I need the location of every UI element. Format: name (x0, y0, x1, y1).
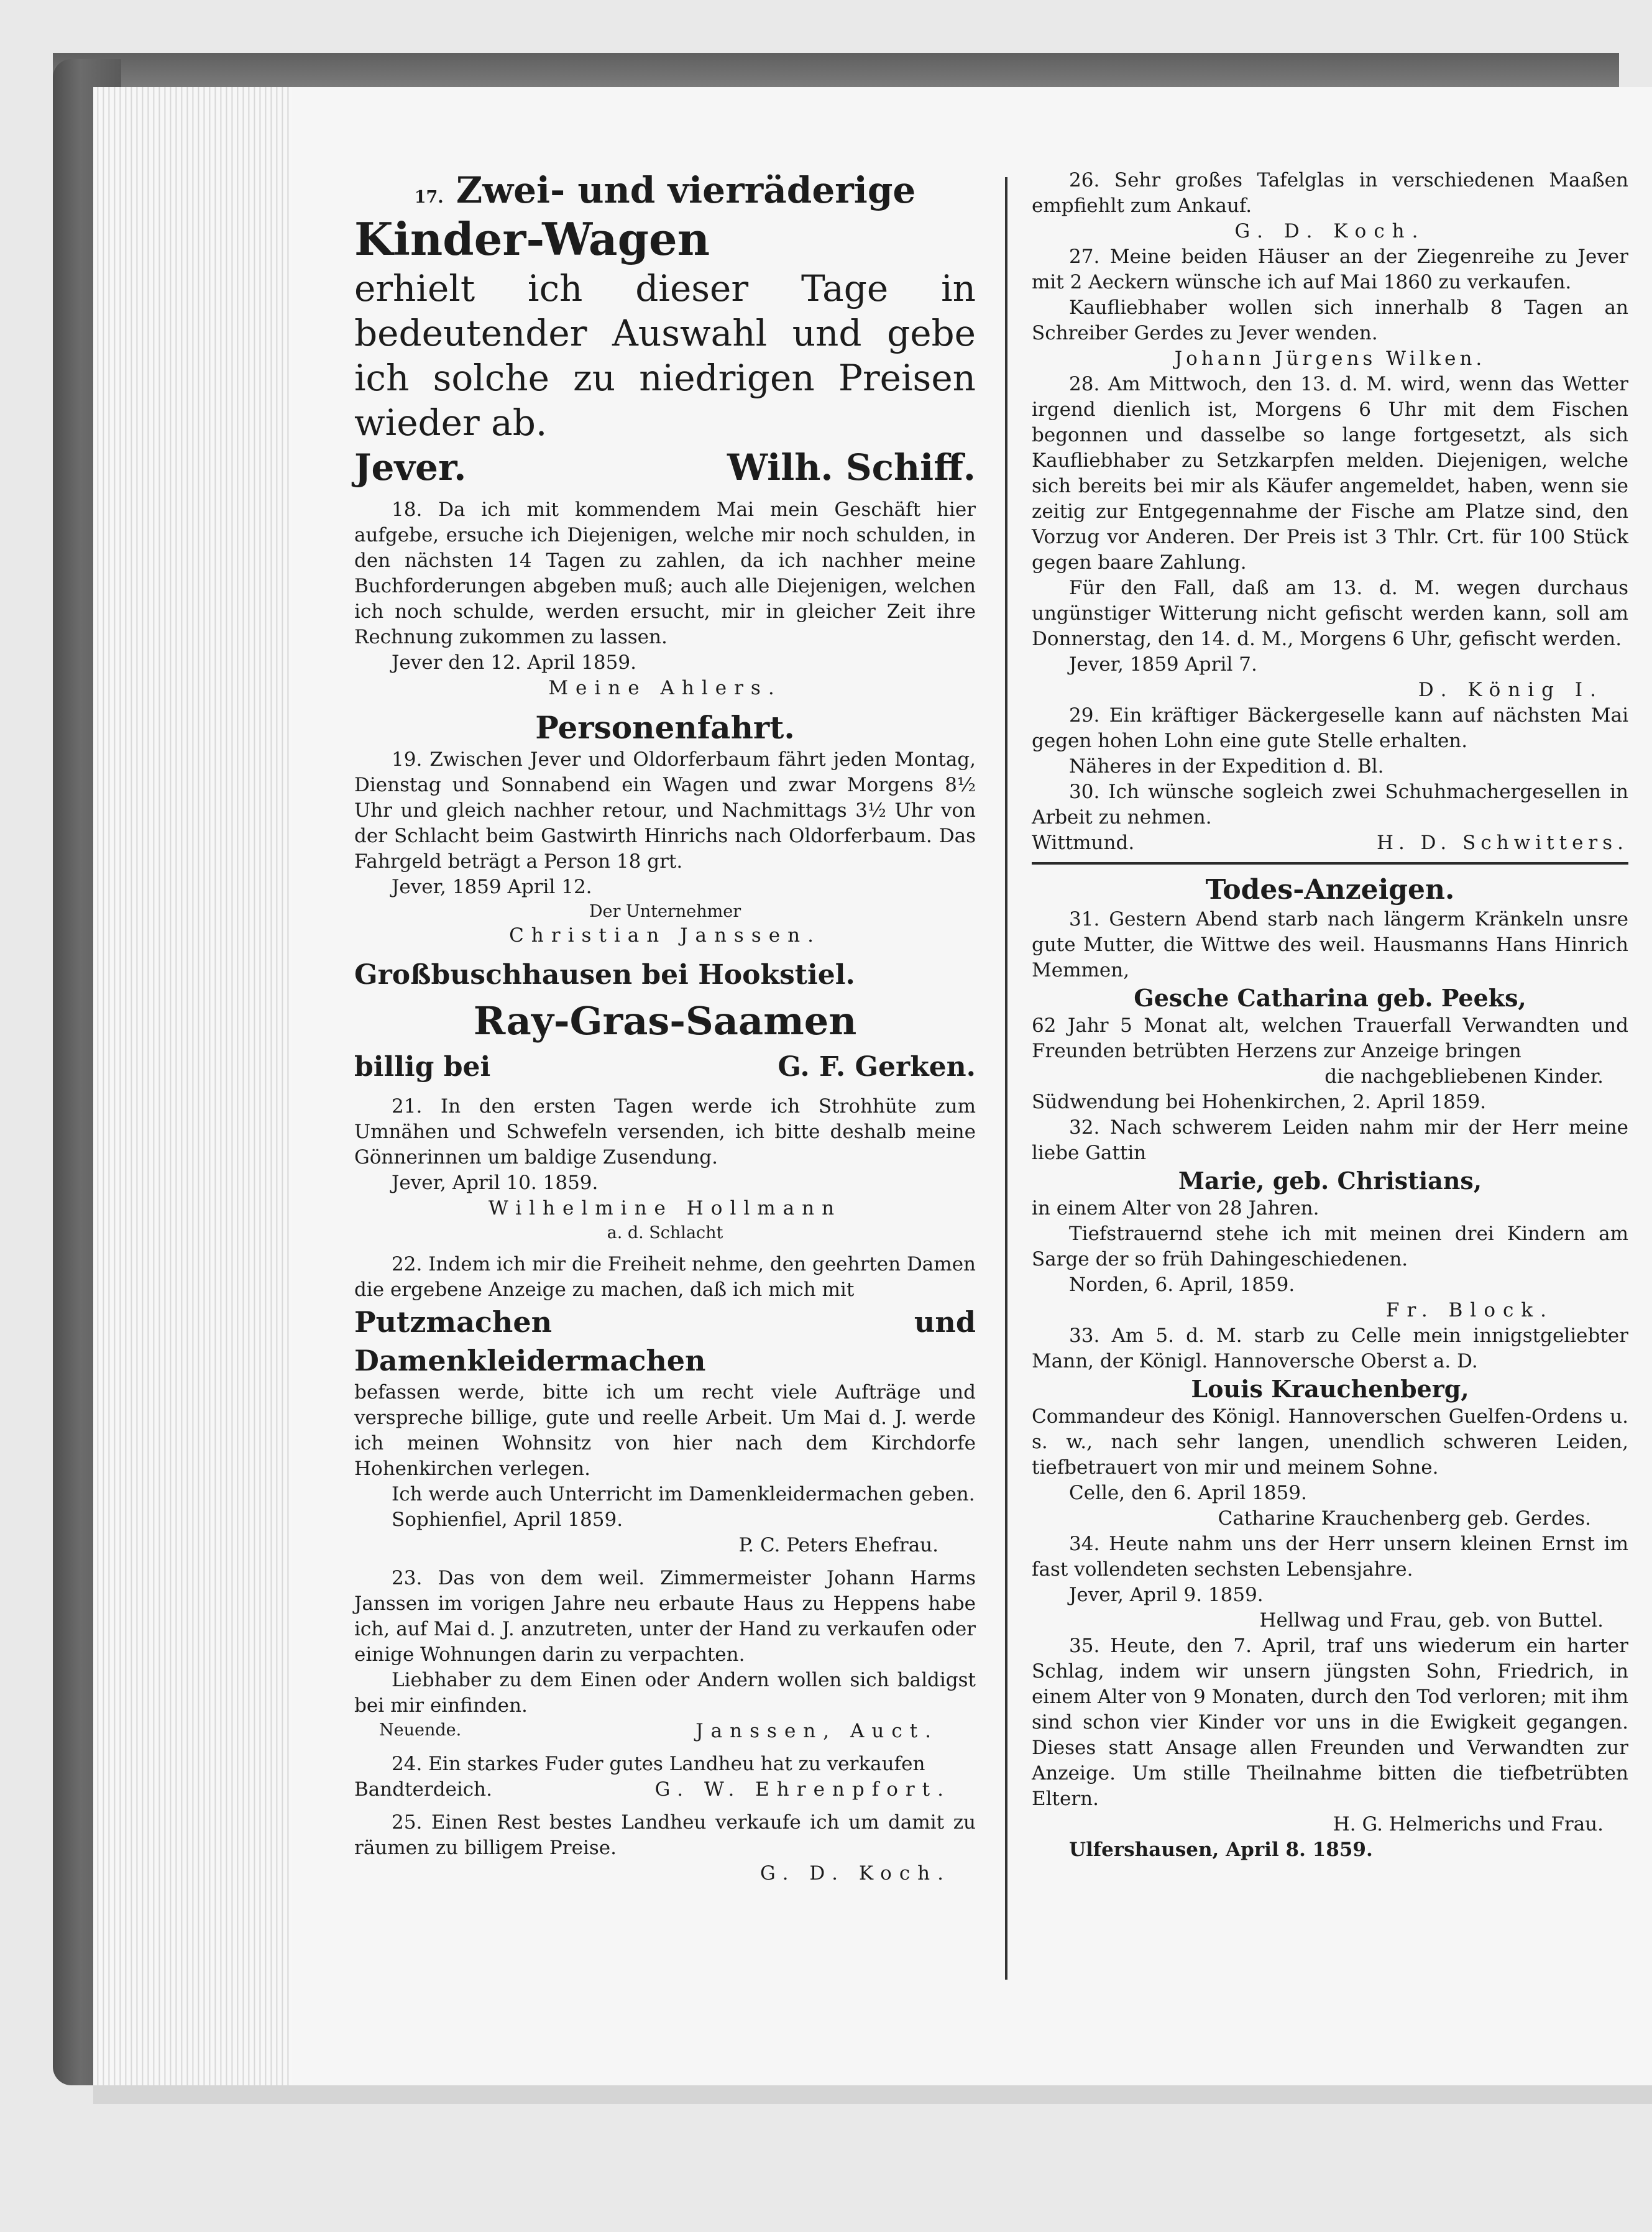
ad-signature: Wilh. Schiff. (727, 446, 976, 489)
deaths-heading: Todes-Anzeigen. (1205, 874, 1455, 906)
ad-body: 27. Meine beiden Häuser an der Ziegenreihe zu Jever mit 2 Aeckern wünsche ich auf Mai 1860 zu verkaufen. (1032, 246, 1628, 293)
notice-date: Ulfershausen, April 8. 1859. (1069, 1839, 1373, 1861)
ad-headline: Zwei- und vierräderige (456, 169, 916, 211)
ad-signature: G. W. Ehrenpfort. (654, 1778, 951, 1801)
notice-body: 34. Heute nahm uns der Herr unsern kleinen Ernst im fast vollendeten sechsten Lebensjahre. (1032, 1533, 1628, 1581)
ad-body: 21. In den ersten Tagen werde ich Strohhüte zum Umnähen und Schwefeln versenden, ich bitte deshalb meine Gönnerinnen um baldige Zusendung. (354, 1095, 976, 1169)
ad-date: Sophienfiel, April 1859. (392, 1509, 623, 1531)
notice-signature: Fr. Block. (1386, 1299, 1554, 1321)
ad-17 (354, 168, 976, 490)
death-35 (1032, 1633, 1628, 1863)
ad-place: Neuende. (379, 1720, 462, 1740)
notice-signature: Catharine Krauchenberg geb. Gerdes. (1218, 1507, 1591, 1530)
notice-name: Gesche Catharina geb. Peeks, (1134, 984, 1526, 1012)
ad-27 (1032, 244, 1628, 372)
notice-name: Louis Krauchenberg, (1191, 1375, 1469, 1403)
notice-signature: die nachgebliebenen Kinder. (1324, 1065, 1604, 1088)
ad-body-2: Für den Fall, daß am 13. d. M. wegen durchaus ungünstiger Witterung nicht gefischt werden kann, soll am Donnerstag, den 14. d. M., Morgens 6 Uhr, gefischt werden. (1032, 577, 1628, 650)
ad-signature: Johann Jürgens Wilken. (1174, 347, 1486, 370)
ad-body: 23. Das von dem weil. Zimmermeister Johann Harms Janssen im vorigen Jahre neu erbaute Haus zu Heppens habe ich, auf Mai d. J. anzutreten, unter der Hand zu verkaufen oder einige Wohnungen darin zu verpachten. (354, 1567, 976, 1666)
column-divider (1005, 177, 1007, 1980)
ad-body: befassen werde, bitte ich um recht viele Aufträge und verspreche billige, gute und reelle Arbeit. Um Mai d. J. werde ich meinen Wohnsitz von hier nach dem Kirchdorfe Hohenkirchen verlegen. (354, 1381, 976, 1480)
ad-body: erhielt ich dieser Tage in bedeutender Auswahl und gebe ich solche zu niedrigen Preisen wieder ab. (354, 267, 976, 444)
ad-28 (1032, 372, 1628, 703)
ad-signature: Wilhelmine Hollmann (488, 1197, 842, 1219)
book-cover-top (53, 53, 1619, 90)
ad-place: Wittmund. (1032, 832, 1135, 854)
notice-body: 35. Heute, den 7. April, traf uns wiederum ein harter Schlag, indem wir unsern jüngsten Sohn, Friedrich, in einem Alter von 9 Monaten, durch den Tod verloren; mit ihm sind schon vier Kinder vor uns in die Ewigkeit gegangen. Dieses statt Ansage allen Freunden und Verwandten zur Anzeige. Um stille Theilnahme bitten die tiefbetrübten Eltern. (1032, 1635, 1628, 1810)
ad-24 (354, 1752, 976, 1803)
ad-23 (354, 1566, 976, 1744)
ad-25 (354, 1810, 976, 1886)
ad-signature: D. König I. (1418, 679, 1604, 701)
ad-body: 29. Ein kräftiger Bäckergeselle kann auf nächsten Mai gegen hohen Lohn eine gute Stelle erhalten. (1032, 704, 1628, 752)
ad-signature-sub: a. d. Schlacht (607, 1223, 723, 1242)
ad-intro: 22. Indem ich mir die Freiheit nehme, den geehrten Damen die ergebene Anzeige zu machen, daß ich mich mit (354, 1253, 976, 1301)
ad-body: 26. Sehr großes Tafelglas in verschiedenen Maaßen empfiehlt zum Ankauf. (1032, 169, 1628, 217)
notice-body: 33. Am 5. d. M. starb zu Celle mein innigstgeliebter Mann, der Königl. Hannoversche Oberst a. D. (1032, 1325, 1628, 1372)
ad-body: 25. Einen Rest bestes Landheu verkaufe ich um damit zu räumen zu billigem Preise. (354, 1811, 976, 1859)
ad-body-2: Ich werde auch Unterricht im Damenkleidermachen geben. (392, 1483, 975, 1505)
ad-signature: H. D. Schwitters. (1376, 832, 1628, 854)
notice-body: 31. Gestern Abend starb nach längerm Kränkeln unsre gute Mutter, die Wittwe des weil. Hausmanns Hans Hinrich Memmen, (1032, 908, 1628, 981)
ad-26 (1032, 168, 1628, 244)
notice-date: Südwendung bei Hohenkirchen, 2. April 1859. (1032, 1091, 1487, 1113)
ad-place: Bandterdeich. (354, 1778, 492, 1801)
ad-body: 19. Zwischen Jever und Oldorferbaum fährt jeden Montag, Dienstag und Sonnabend ein Wagen und zwar Morgens 8½ Uhr und gleich nachher retour, und Nachmittags 3½ Uhr von der Schlacht beim Gastwirth Hinrichs nach Oldorferbaum. Das Fahrgeld beträgt a Person 18 grt. (354, 748, 976, 873)
death-34 (1032, 1532, 1628, 1633)
ad-30 (1032, 779, 1628, 856)
notice-body: 32. Nach schwerem Leiden nahm mir der Herr meine liebe Gattin (1032, 1116, 1628, 1164)
ad-body: 28. Am Mittwoch, den 13. d. M. wird, wenn das Wetter irgend dienlich ist, Morgens 6 Uhr mit dem Fischen begonnen und dasselbe so lange fortgesetzt, als sich Kaufliebhaber zu Setzkarpfen melden. Diejenigen, welche sich bereits bei mir als Käufer angemeldet, haben, wenn sie zeitig zur Entgegennahme der Fische am Platze sind, den Vorzug vor Anderen. Der Preis ist 3 Thlr. Crt. für 100 Stück gegen baare Zahlung. (1032, 373, 1628, 574)
notice-signature: Hellwag und Frau, geb. von Buttel. (1259, 1609, 1604, 1632)
ad-date: Jever, 1859 April 12. (392, 876, 592, 898)
ad-place: Großbuschhausen bei Hookstiel. (354, 959, 855, 991)
ad-title: Personenfahrt. (535, 709, 795, 746)
ad-place: Jever. (354, 446, 467, 489)
death-31 (1032, 907, 1628, 1115)
ad-18 (354, 497, 976, 701)
ad-signature-label: Der Unternehmer (589, 902, 741, 921)
notice-date: Jever, April 9. 1859. (1069, 1584, 1264, 1606)
notice-body-3: Tiefstrauernd stehe ich mit meinen drei Kindern am Sarge der so früh Dahingeschiedenen. (1032, 1223, 1628, 1270)
notice-body-2: 62 Jahr 5 Monat alt, welchen Trauerfall Verwandten und Freunden betrübten Herzens zur Anzeige bringen (1032, 1014, 1628, 1062)
notice-signature: H. G. Helmerichs und Frau. (1333, 1813, 1604, 1835)
ad-signature: G. F. Gerken. (778, 1051, 976, 1083)
ad-signature: Janssen, Auct. (695, 1720, 938, 1742)
ad-body-2: Näheres in der Expedition d. Bl. (1069, 755, 1384, 778)
ad-date: Jever, 1859 April 7. (1069, 653, 1257, 676)
notice-date: Norden, 6. April, 1859. (1069, 1274, 1295, 1296)
ad-title: Ray-Gras-Saamen (473, 998, 857, 1044)
ad-body: 24. Ein starkes Fuder gutes Landheu hat zu verkaufen (392, 1753, 925, 1775)
section-rule (1032, 862, 1628, 865)
ad-prefix: billig bei (354, 1051, 491, 1083)
left-column (354, 168, 976, 1886)
ad-signature: P. C. Peters Ehefrau. (738, 1534, 938, 1556)
ad-20 (354, 956, 976, 1086)
death-32 (1032, 1115, 1628, 1323)
page-edges (93, 87, 305, 2088)
ad-signature: Christian Janssen. (509, 924, 821, 947)
ad-signature: G. D. Koch. (1234, 220, 1426, 242)
ad-number: 17. (414, 188, 444, 207)
ad-signature: Meine Ahlers. (548, 677, 782, 699)
page-bottom-edge (93, 2085, 1652, 2104)
ad-body-2: Kaufliebhaber wollen sich innerhalb 8 Tagen an Schreiber Gerdes zu Jever wenden. (1032, 296, 1628, 344)
ad-body: 18. Da ich mit kommendem Mai mein Geschäft hier aufgebe, ersuche ich Diejenigen, welche mir noch schulden, in den nächsten 14 Tagen zu zahlen, da ich nachher meine Buchforderungen abgeben muß; auch alle Diejenigen, welchen ich noch schulde, werden ersucht, mir in gleicher Zeit ihre Rechnung zukommen zu lassen. (354, 498, 976, 648)
ad-19 (354, 709, 976, 948)
ad-title: Kinder-Wagen (354, 213, 710, 265)
ad-date: Jever, April 10. 1859. (392, 1172, 599, 1194)
ad-21 (354, 1094, 976, 1244)
notice-body-2: in einem Alter von 28 Jahren. (1032, 1197, 1319, 1219)
ad-29 (1032, 703, 1628, 779)
ad-body: 30. Ich wünsche sogleich zwei Schuhmachergesellen in Arbeit zu nehmen. (1032, 781, 1628, 829)
notice-name: Marie, geb. Christians, (1178, 1167, 1482, 1195)
notice-date: Celle, den 6. April 1859. (1069, 1482, 1307, 1504)
notice-body-2: Commandeur des Königl. Hannoverschen Guelfen-Ordens u. s. w., nach sehr langen, unendlich schweren Leiden, tiefbetrauert von mir und meinem Sohne. (1032, 1405, 1628, 1479)
death-33 (1032, 1323, 1628, 1532)
right-column (1032, 168, 1628, 1863)
ad-date: Jever den 12. April 1859. (392, 651, 636, 674)
ad-signature: G. D. Koch. (760, 1862, 951, 1885)
ad-title: Putzmachen und Damenkleidermachen (354, 1305, 976, 1377)
ad-22 (354, 1252, 976, 1558)
ad-body-2: Liebhaber zu dem Einen oder Andern wollen sich baldigst bei mir einfinden. (354, 1669, 976, 1717)
